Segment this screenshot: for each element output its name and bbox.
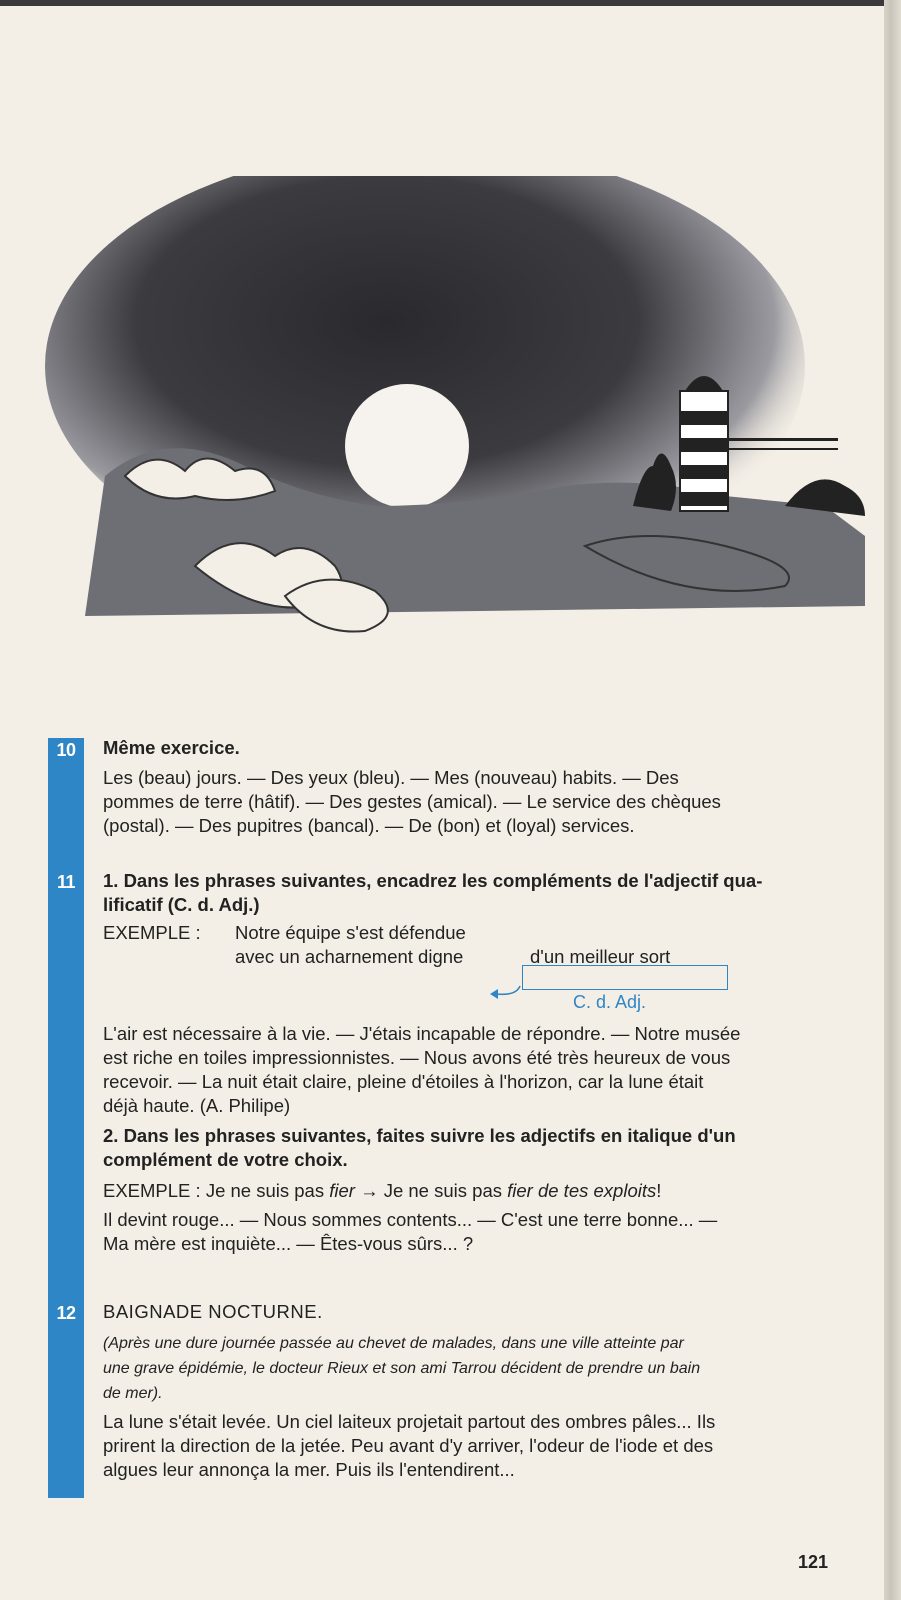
example-line-1: Notre équipe s'est défendue [235,922,466,943]
exercise-11-part2-title-2: complément de votre choix. [103,1149,348,1170]
exercise-number-11: 11 [56,872,76,892]
exercise-11-line-4: déjà haute. (A. Philipe) [103,1095,291,1116]
exercise-margin-band [48,738,84,1498]
exercise-10-title: Même exercice. [103,737,240,758]
example-2-c: → Je ne suis pas [360,1180,502,1201]
example-2-e: ! [656,1180,662,1201]
exercise-11-line-2: est riche en toiles impressionnistes. — Nous avons été très heureux de vous [103,1047,731,1068]
example-2-a: Je ne suis pas [205,1180,325,1201]
exercise-12-intro-2: une grave épidémie, le docteur Rieux et son ami Tarrou décident de prendre un bain [103,1360,701,1377]
example-2-label: EXEMPLE : [103,1180,201,1201]
example-2-d: fier de tes exploits [507,1180,657,1201]
example-2-line [103,1179,835,1203]
moon-icon [345,384,469,508]
exercise-number-10: 10 [56,740,76,760]
example-line-2: avec un acharnement digne [235,946,464,967]
exercise-number-12: 12 [56,1303,76,1323]
page-number: 121 [798,1552,829,1572]
exercise-10-line-2: pommes de terre (hâtif). — Des gestes (amical). — Le service des chèques [103,791,721,812]
example-label: EXEMPLE : [103,922,201,943]
exercise-11-line-3: recevoir. — La nuit était claire, pleine d'étoiles à l'horizon, car la lune était [103,1071,704,1092]
complement-label: C. d. Adj. [573,992,647,1012]
exercise-12-line-2: prirent la direction de la jetée. Peu avant d'y arriver, l'odeur de l'iode et des [103,1435,714,1456]
night-sea-illustration [45,176,885,676]
exercise-11-part2-line-1: Il devint rouge... — Nous sommes contents... — C'est une terre bonne... — [103,1209,718,1230]
exercise-12-intro-3: de mer). [103,1385,163,1402]
book-page [0,6,884,1600]
exercise-11-part1-title-1: 1. Dans les phrases suivantes, encadrez les compléments de l'adjectif qua- [103,870,763,891]
exercise-12-line-3: algues leur annonça la mer. Puis ils l'entendirent... [103,1459,515,1480]
boxed-complement: d'un meilleur sort [530,946,671,967]
example-2-b: fier [329,1180,355,1201]
exercise-11-line-1: L'air est nécessaire à la vie. — J'étais incapable de répondre. — Notre musée [103,1023,741,1044]
exercise-11-part2-line-2: Ma mère est inquiète... — Êtes-vous sûrs... ? [103,1233,474,1254]
exercise-12-intro-1: (Après une dure journée passée au chevet de malades, dans une ville atteinte par [103,1335,684,1352]
page-edge [884,0,901,1600]
exercise-11-part2-title-1: 2. Dans les phrases suivantes, faites suivre les adjectifs en italique d'un [103,1125,736,1146]
exercise-10-line-1: Les (beau) jours. — Des yeux (bleu). — Mes (nouveau) habits. — Des [103,767,679,788]
exercise-12-line-1: La lune s'était levée. Un ciel laiteux projetait partout des ombres pâles... Ils [103,1411,716,1432]
exercise-11-part1-title-2: lificatif (C. d. Adj.) [103,894,260,915]
exercise-12-title: BAIGNADE NOCTURNE. [103,1301,323,1322]
arrow-icon [488,984,522,1000]
exercise-10-line-3: (postal). — Des pupitres (bancal). — De (bon) et (loyal) services. [103,815,635,836]
